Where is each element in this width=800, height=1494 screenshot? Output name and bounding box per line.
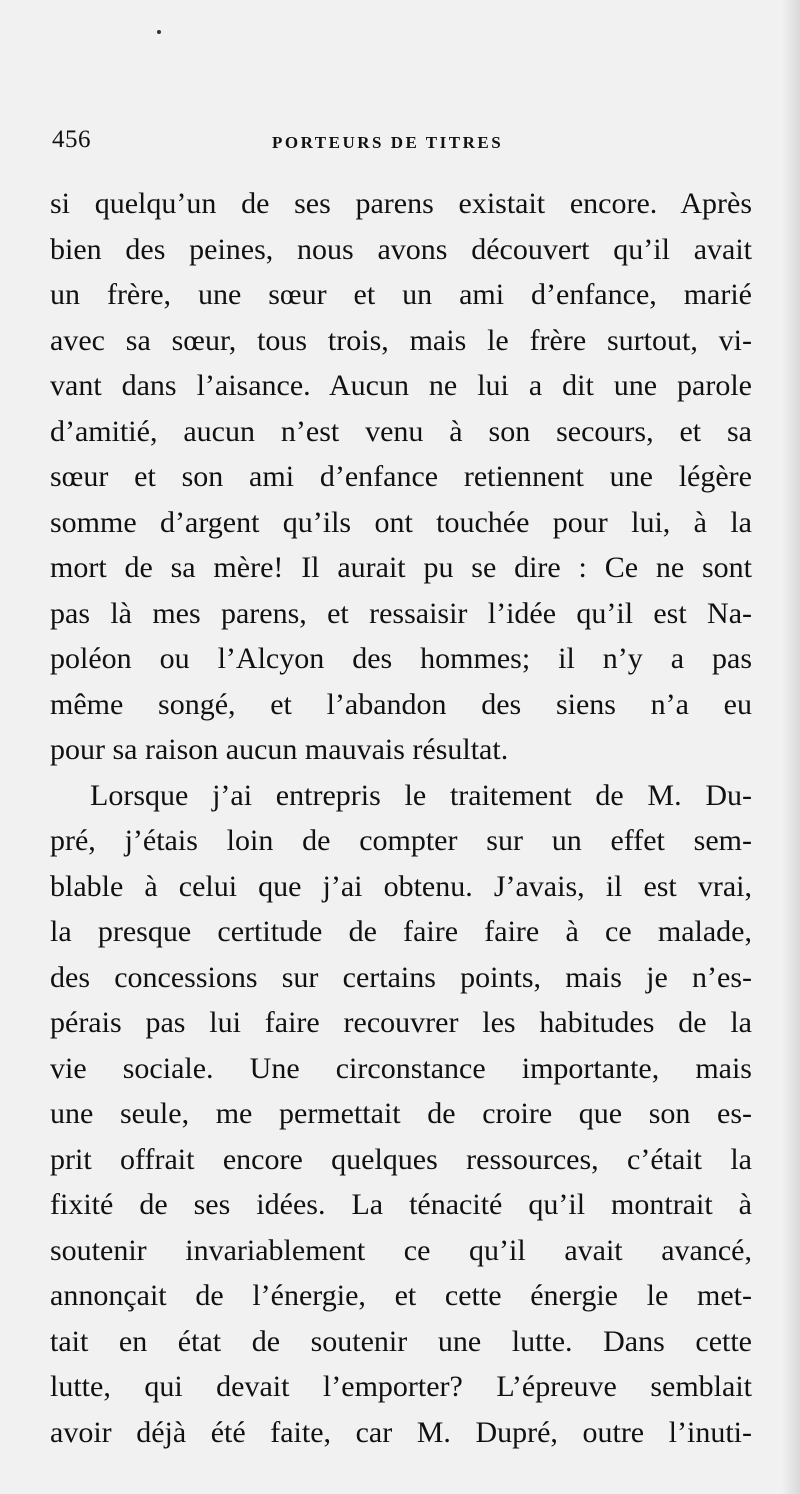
- text-line: avec sa sœur, tous trois, mais le frère surtout, vi-: [50, 323, 752, 357]
- text-line: d’amitié, aucun n’est venu à son secours, et sa: [50, 414, 752, 448]
- text-line: vant dans l’aisance. Aucun ne lui a dit une parole: [50, 369, 752, 402]
- text-line: poléon ou l’Alcyon des hommes; il n’y a pas: [50, 642, 752, 675]
- text-line: mort de sa mère! Il aurait pu se dire : Ce ne sont: [50, 551, 752, 584]
- text-line: annonçait de l’énergie, et cette énergie le met-: [50, 1279, 752, 1312]
- page-header: [50, 126, 750, 166]
- running-title: PORTEURS DE TITRES: [272, 133, 504, 152]
- text-line: Lorsque j’ai entrepris le traitement de M. Du-: [90, 778, 752, 812]
- page-edge-shadow: [782, 0, 800, 1494]
- text-line: lutte, qui devait l’emporter? L’épreuve semblait: [50, 1370, 752, 1403]
- text-line: pérais pas lui faire recouvrer les habitudes de la: [50, 1006, 752, 1039]
- text-line: somme d’argent qu’ils ont touchée pour lui, à la: [50, 505, 752, 539]
- text-line: même songé, et l’abandon des siens n’a eu: [50, 687, 752, 721]
- text-line: des concessions sur certains points, mais je n’es-: [50, 960, 752, 994]
- text-line: un frère, une sœur et un ami d’enfance, marié: [50, 278, 752, 311]
- text-line: si quelqu’un de ses parens existait encore. Après: [50, 187, 752, 220]
- text-line: blable à celui que j’ai obtenu. J’avais, il est vrai,: [50, 869, 752, 903]
- text-line: fixité de ses idées. La ténacité qu’il montrait à: [50, 1188, 752, 1221]
- text-line: prit offrait encore quelques ressources, c’était la: [50, 1142, 752, 1176]
- text-line: bien des peines, nous avons découvert qu’il avait: [50, 232, 752, 266]
- text-line: soutenir invariablement ce qu’il avait avancé,: [50, 1233, 752, 1267]
- page-number: 456: [52, 126, 91, 153]
- text-line: pré, j’étais loin de compter sur un effet sem-: [50, 824, 752, 857]
- text-line: la presque certitude de faire faire à ce malade,: [50, 915, 752, 948]
- text-line: vie sociale. Une circonstance importante, mais: [50, 1051, 752, 1085]
- ink-speck: [157, 30, 161, 34]
- body-text: [50, 181, 752, 1455]
- text-line: tait en état de soutenir une lutte. Dans cette: [50, 1324, 752, 1358]
- text-line: une seule, me permettait de croire que son es-: [50, 1097, 752, 1130]
- text-line: avoir déjà été faite, car M. Dupré, outre l’inuti-: [50, 1415, 752, 1449]
- text-line: sœur et son ami d’enfance retiennent une légère: [50, 460, 752, 493]
- text-line: pas là mes parens, et ressaisir l’idée qu’il est Na-: [50, 596, 752, 630]
- text-line: pour sa raison aucun mauvais résultat.: [50, 733, 509, 766]
